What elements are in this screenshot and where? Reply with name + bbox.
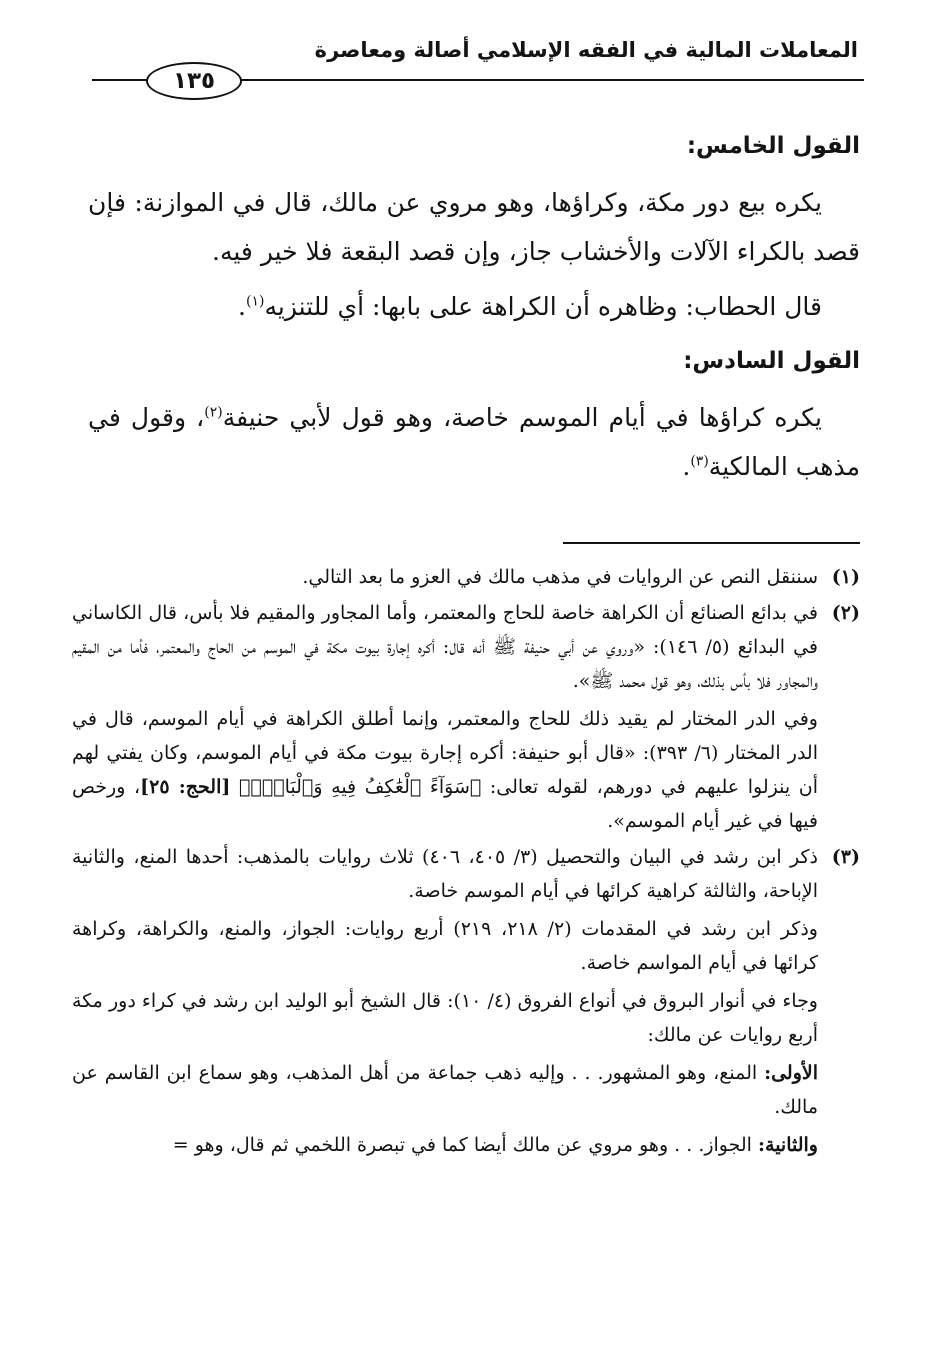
footnote-3-para-3: وجاء في أنوار البروق في أنواع الفروق (٤/ ١٠): قال الشيخ أبو الوليد ابن رشد في كراء دور مكة أربع روايات عن مالك: <box>72 990 818 1046</box>
footnote-1-body <box>72 560 818 594</box>
paragraph-sixth-text-a: يكره كراؤها في أيام الموسم خاصة، وهو قول لأبي حنيفة <box>222 403 822 432</box>
footnote-3-mark: (٣) <box>831 846 860 868</box>
paragraph-fifth-opinion: يكره بيع دور مكة، وكراؤها، وهو مروي عن مالك، قال في الموازنة: فإن قصد بالكراء الآلات والأخشاب جاز، وإن قصد البقعة فلا خير فيه. <box>88 188 860 266</box>
footnote-2 <box>72 596 860 838</box>
paragraph-hattab-text: قال الحطاب: وظاهره أن الكراهة على بابها: أي للتنزيه <box>264 292 822 321</box>
footnote-3-para-5-label: والثانية: <box>758 1134 818 1156</box>
footnote-1-mark: (١) <box>831 566 860 588</box>
footnote-3-para-4-text: المنع، وهو المشهور. . . وإليه ذهب جماعة من أهل المذهب، وهو سماع ابن القاسم عن مالك. <box>72 1062 818 1118</box>
footnote-2-mark: (٢) <box>831 602 860 624</box>
footnote-3-para-5 <box>72 1128 818 1162</box>
running-header-title: المعاملات المالية في الفقه الإسلامي أصالة ومعاصرة <box>314 38 858 62</box>
footnotes <box>72 560 860 1162</box>
footnote-3-para-4-label: الأولى: <box>764 1062 818 1084</box>
paragraph-sixth-text-b: ، وقول في مذهب المالكية <box>88 403 860 481</box>
paragraph-hattab <box>88 282 860 331</box>
page-number <box>146 62 242 100</box>
heading-fifth-opinion: القول الخامس: <box>686 133 860 159</box>
footnote-3-para-5-text: الجواز. . . وهو مروي عن مالك أيضا كما في تبصرة اللخمي ثم قال، وهو = <box>172 1134 758 1156</box>
main-text <box>88 122 860 491</box>
paragraph-sixth-opinion <box>88 393 860 491</box>
footnote-2-para-1: في بدائع الصنائع أن الكراهة خاصة للحاج والمعتمر، وأما المجاور والمقيم فلا بأس، قال الكاساني في البدائع (٥/ ١٤٦): «وروي عن أبي حنيفة ﷺ أنه قال: أكره إجارة بيوت مكة في الموسم من الحاج والمعتمر، فأما من المقيم والمجاور فلا بأس بذلك، وهو قول محمد ﷺ». <box>72 602 818 692</box>
paragraph-sixth-end: . <box>682 452 691 481</box>
footnote-ref-3[interactable]: (٣) <box>690 453 709 470</box>
footnote-3 <box>72 840 860 1162</box>
paragraph-hattab-end: . <box>238 292 246 321</box>
footnote-1-text: سننقل النص عن الروايات في مذهب مالك في العزو ما بعد التالي. <box>302 566 818 588</box>
footnote-ref-1[interactable]: (١) <box>245 293 265 310</box>
page-number-text: ١٣٥ <box>172 68 216 94</box>
footnote-3-para-1: ذكر ابن رشد في البيان والتحصيل (٣/ ٤٠٥، ٤٠٦) ثلاث روايات بالمذهب: أحدها المنع، والثانية الإباحة، والثالثة كراهية كرائها في أيام الموسم خاصة. <box>72 846 819 902</box>
footnote-3-body <box>72 840 818 1162</box>
footnote-3-para-4 <box>72 1056 818 1124</box>
footnote-2-para-2-text: وفي الدر المختار لم يقيد ذلك للحاج والمعتمر، وإنما أطلق الكراهة في أيام الموسم، قال في الدر المختار (٦/ ٣٩٣): «قال أبو حنيفة: أكره إجارة بيوت مكة في أيام الموسم، وكان يفتي لهم أن ينزلوا عليهم في دورهم، لقوله تعالى: ﴿سَوَآءً ٱلْعَٰكِفُ فِيهِ وَٱلْبَادِۚ﴾ <box>72 708 819 798</box>
footnote-3-para-2: وذكر ابن رشد في المقدمات (٢/ ٢١٨، ٢١٩) أربع روايات: الجواز، والمنع، والكراهة، وكراهة كرائها في أيام المواسم خاصة. <box>72 918 818 974</box>
quran-reference: [الحج: ٢٥] <box>140 776 231 798</box>
footnote-separator <box>563 542 860 544</box>
footnote-ref-2[interactable]: (٢) <box>204 404 223 421</box>
heading-sixth-opinion: القول السادس: <box>683 348 860 374</box>
footnote-2-para-2 <box>72 702 818 838</box>
footnote-2-para-2-end: ، ورخص فيها في غير أيام الموسم». <box>72 776 818 832</box>
footnote-1 <box>72 560 860 594</box>
footnote-2-body <box>72 596 818 838</box>
